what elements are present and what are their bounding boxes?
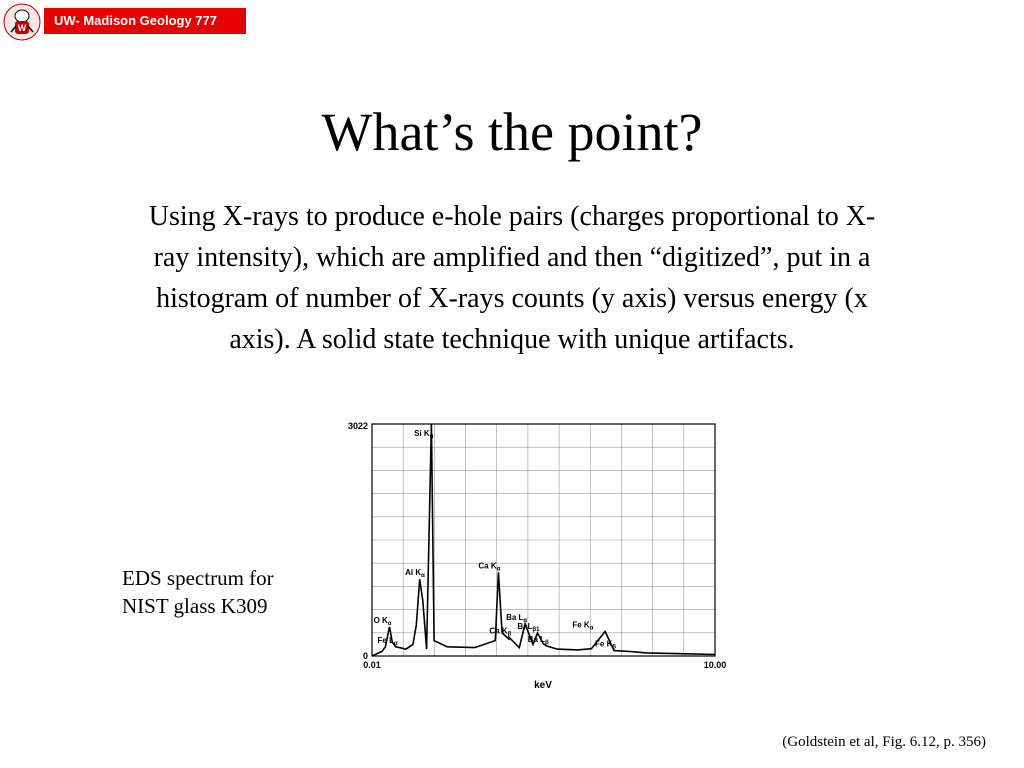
caption-line: NIST glass K309 [122, 594, 268, 618]
peak-label: Fe $L_\alpha$ [377, 635, 398, 647]
peak-label: Fe $K_\beta$ [595, 639, 617, 651]
peak-label: Al $K_\alpha$ [405, 568, 425, 580]
peak-label: Ba $L_\beta$ [527, 635, 549, 647]
x-tick-label-left: 0.01 [363, 660, 381, 670]
peak-label: BaL$_{\beta 1}$ [517, 621, 540, 633]
x-axis-label: keV [534, 680, 552, 691]
y-tick-label-top: 3022 [347, 421, 368, 431]
eds-spectrum-chart [330, 410, 740, 700]
peak-label: Si $K_\alpha$ [414, 429, 434, 440]
slide-title: What’s the point? [321, 102, 703, 162]
svg-text:W: W [17, 23, 27, 33]
peak-label: Ca $K_\beta$ [489, 626, 512, 638]
peak-label: Ba $L_\alpha$ [506, 612, 528, 624]
y-tick-label-bottom: 0 [362, 651, 368, 661]
badger-mascot-icon [2, 2, 42, 42]
course-badge: UW- Madison Geology 777 [44, 8, 246, 34]
figure-caption [122, 564, 332, 620]
peak-label: Ca $K_\alpha$ [478, 561, 501, 573]
x-tick-label-right: 10.00 [703, 660, 727, 670]
peak-label: Fe $K_\alpha$ [572, 620, 594, 632]
peak-label: O $K_\alpha$ [373, 615, 392, 627]
citation: (Goldstein et al, Fig. 6.12, p. 356) [782, 734, 986, 750]
slide-body-text: Using X-rays to produce e-hole pairs (charges proportional to X-ray intensity), which are amplified and then “digitized”, put in a histogram of number of X-rays counts (y axis) versus energy (x axis). A solid state technique with unique artifacts. [148, 201, 876, 355]
caption-line: EDS spectrum for [122, 566, 274, 590]
chart-grid [372, 424, 715, 656]
